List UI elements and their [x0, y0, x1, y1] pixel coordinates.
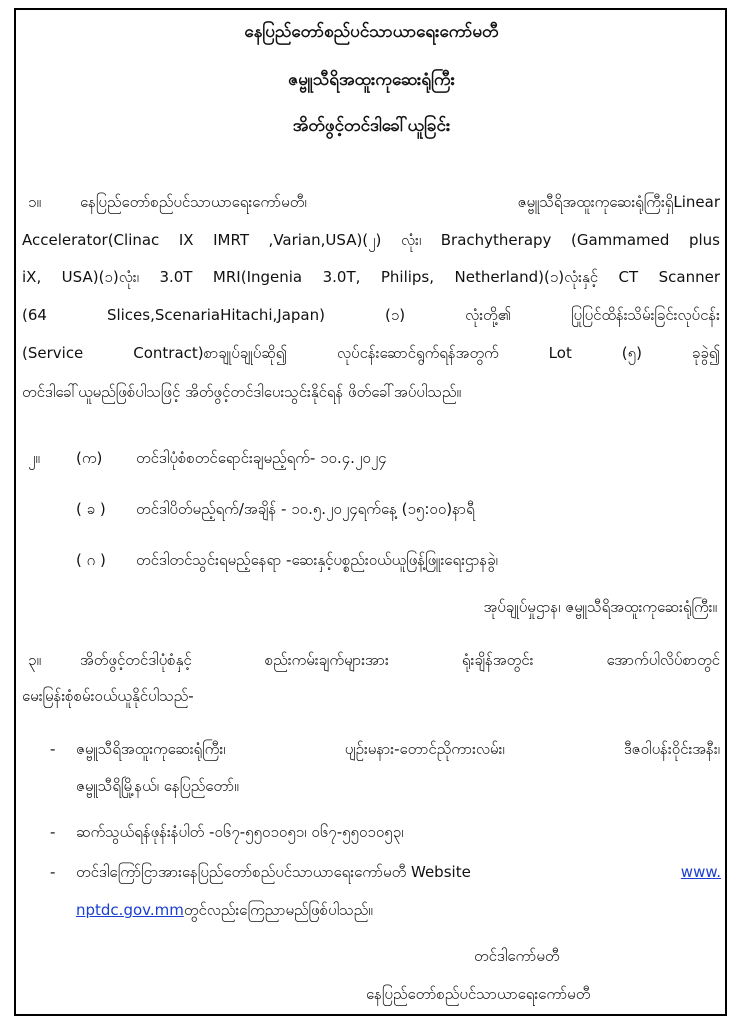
para2-continuation: အုပ်ချုပ်မှုဌာန၊ ဇမ္ဗူသီရိအထူးကုဆေးရုံကြီး။ — [483, 598, 717, 616]
para3-line2: မေးမြန်းစုံစမ်းဝယ်ယူနိုင်ပါသည်- — [22, 687, 194, 705]
item-text: တင်ဒါတင်သွင်းရမည့်နေရာ -ဆေးနှင့်ပစ္စည်းဝယ်ယူဖြန့်ဖြူးရေးဌာနခွဲ၊ — [136, 551, 498, 569]
para1-line3: iX, USA)(၁)လုံး၊ 3.0T MRI(Ingenia 3.0T, Philips, Netherland)(၁)လုံးနှင့် CT Scanner — [22, 268, 720, 286]
bullet-2-line1: ဆက်သွယ်ရန်ဖုန်းနံပါတ် -၀၆၇-၅၅၀၁၀၅၁၊ ၀၆၇-၅၅၀၁၀၅၃၊ — [76, 823, 404, 841]
signature-organization: နေပြည်တော်စည်ပင်သာယာရေးကော်မတီ — [366, 985, 591, 1003]
para1-line4: (64 Slices,ScenariaHitachi,Japan) (၁) လုံးတို့၏ ပြုပြင်ထိန်းသိမ်းခြင်းလုပ်ငန်း — [22, 306, 720, 324]
bullet-1-line1: ဇမ္ဗူသီရိအထူးကုဆေးရုံကြီး၊ ပျဉ်းမနား-တောင်ညိုကားလမ်း၊ ဒီဇဝါပန်းဝိုင်းအနီး၊ — [76, 740, 720, 758]
item-text: တင်ဒါပုံစံစတင်ရောင်းချမည့်ရက်- ၁၀.၄.၂၀၂၄ — [136, 449, 387, 467]
signature-committee: တင်ဒါကော်မတီ — [474, 947, 560, 965]
para1-line6: တင်ဒါခေါ်ယူမည်ဖြစ်ပါသဖြင့် အိတ်ဖွင့်တင်ဒါပေးသွင်းနိုင်ရန် ဖိတ်ခေါ်အပ်ပါသည်။ — [22, 383, 461, 401]
bullet-3-line1: တင်ဒါကြော်ငြာအားနေပြည်တော်စည်ပင်သာယာရေးကော်မတီ Website — [76, 863, 471, 881]
para1-line2: Accelerator(Clinac IX IMRT ,Varian,USA)(၂) လုံး၊ Brachytherapy (Gammamed plus — [22, 231, 720, 249]
bullet-dash: - — [50, 863, 56, 881]
para2-number: ၂။ — [28, 449, 40, 467]
para1-line1: နေပြည်တော်စည်ပင်သာယာရေးကော်မတီ၊ ဇမ္ဗူသီရိအထူးကုဆေးရုံကြီးရှိLinear — [80, 193, 720, 211]
para1-number: ၁။ — [28, 193, 41, 211]
para1-line5: (Service Contract)စာချုပ်ချုပ်ဆို၍ လုပ်ငန်းဆောင်ရွက်ရန်အတွက် Lot (၅) ခုခွဲ၍ — [22, 344, 720, 362]
bullet-1-line2: ဇမ္ဗူသီရိမြို့နယ်၊ နေပြည်တော်။ — [76, 777, 239, 795]
bullet-dash: - — [50, 740, 56, 758]
item-text: တင်ဒါပိတ်မည့်ရက်/အချိန် - ၁၀.၅.၂၀၂၄ရက်နေ့ (၁၅:၀၀)နာရီ — [136, 500, 475, 518]
bullet-3-line2 — [76, 900, 373, 920]
website-link-part2[interactable]: nptdc.gov.mm — [76, 901, 184, 919]
item-marker: ( ဂ ) — [76, 551, 106, 569]
header-title: အိတ်ဖွင့်တင်ဒါခေါ်ယူခြင်း — [292, 116, 451, 136]
para3-line1: အိတ်ဖွင့်တင်ဒါပုံစံနှင့် စည်းကမ်းချက်များအား ရုံးချိန်အတွင်း အောက်ပါလိပ်စာတွင် — [80, 651, 720, 669]
item-marker: (က) — [76, 449, 103, 467]
header-hospital: ဇမ္ဗူသီရိအထူးကုဆေးရုံကြီး — [288, 70, 455, 90]
para3-number: ၃။ — [28, 651, 41, 669]
website-link-part1[interactable]: www. — [680, 863, 721, 881]
bullet-dash: - — [50, 823, 56, 841]
item-marker: ( ခ ) — [76, 500, 106, 518]
bullet-3-line2-rest: တွင်လည်းကြေညာမည်ဖြစ်ပါသည်။ — [183, 901, 373, 919]
header-committee: နေပြည်တော်စည်ပင်သာယာရေးကော်မတီ — [244, 22, 499, 42]
